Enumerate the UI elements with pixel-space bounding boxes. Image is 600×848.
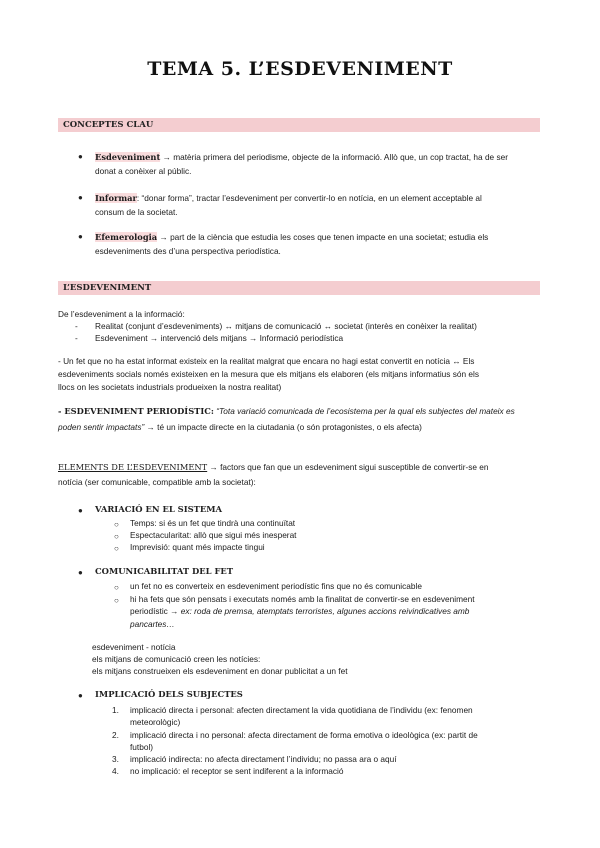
- concept-text: → part de la ciència que estudia les coses que tenen impacte en una societat; estudia els: [157, 232, 489, 242]
- definition-line: [58, 404, 515, 418]
- paragraph-line: - Un fet que no ha estat informat existeix en la realitat malgrat que encara no hagi estat convertit en notícia ↔ Els: [58, 356, 475, 366]
- elements-desc: → factors que fan que un esdeveniment sigui susceptible de convertir-se en: [207, 462, 489, 472]
- bullet-icon: ●: [78, 568, 83, 577]
- dash-marker: -: [75, 321, 78, 331]
- bullet-icon: ●: [78, 152, 83, 161]
- list-item-cont: [130, 604, 469, 618]
- list-item: implicació indirecta: no afecta directament l’individu; no passa ara o aquí: [130, 754, 397, 764]
- list-number: 1.: [112, 705, 119, 715]
- subheading-comunicabilitat: COMUNICABILITAT DEL FET: [95, 566, 234, 576]
- list-item-cont: meteorològic): [130, 717, 181, 727]
- list-item: Imprevisió: quant més impacte tingui: [130, 542, 265, 552]
- circle-bullet-icon: ○: [114, 596, 119, 605]
- list-number: 4.: [112, 766, 119, 776]
- elements-label: ELEMENTS DE L’ESDEVENIMENT: [58, 462, 208, 472]
- concept-text-cont: esdeveniments des d’una perspectiva periodística.: [95, 246, 281, 256]
- paragraph-line: esdeveniments socials només existeixen en la mesura que els mitjans els elaboren (els mitjans informatius són els: [58, 369, 480, 379]
- list-item: un fet no es converteix en esdeveniment periodístic fins que no és comunicable: [130, 581, 422, 591]
- list-item-cont: futbol): [130, 742, 154, 752]
- definition-line: [58, 420, 422, 434]
- concept-item: [95, 230, 488, 244]
- list-item: Espectacularitat: allò que sigui més inesperat: [130, 530, 297, 540]
- subheading-implicacio: IMPLICACIÓ DELS SUBJECTES: [95, 689, 243, 699]
- example-text-cont: pancartes…: [130, 619, 175, 629]
- elements-line: [58, 460, 489, 474]
- dash-marker: -: [75, 333, 78, 343]
- list-item: implicació directa i personal: afecten directament la vida quotidiana de l’individu (ex: fenomen: [130, 705, 473, 715]
- concept-term: Efemerologia: [95, 232, 158, 242]
- bullet-icon: ●: [78, 232, 83, 241]
- definition-quote: poden sentir impactats”: [58, 422, 145, 432]
- subheading-variacio: VARIACIÓ EN EL SISTEMA: [95, 504, 223, 514]
- section-heading-conceptes: CONCEPTES CLAU: [58, 118, 540, 132]
- circle-bullet-icon: ○: [114, 520, 119, 529]
- concept-text-cont: consum de la societat.: [95, 207, 178, 217]
- bullet-icon: ●: [78, 193, 83, 202]
- circle-bullet-icon: ○: [114, 583, 119, 592]
- paragraph-line: llocs on les societats industrials produeixen la nostra realitat): [58, 382, 282, 392]
- bullet-icon: ●: [78, 691, 83, 700]
- bullet-icon: ●: [78, 506, 83, 515]
- list-item: Temps: si és un fet que tindrà una continuïtat: [130, 518, 296, 528]
- example-text: → ex: roda de premsa, atemptats terroristes, algunes accions reivindicatives amb: [170, 606, 470, 616]
- concept-item: [95, 191, 482, 205]
- definition-quote: “Tota variació comunicada de l’ecosistema per la qual els subjectes del mateix es: [213, 406, 515, 416]
- dash-item: Esdeveniment → intervenció dels mitjans → Informació periodística: [95, 333, 344, 343]
- section-heading-esdeveniment: L’ESDEVENIMENT: [58, 281, 540, 295]
- concept-text: : “donar forma”, tractar l’esdeveniment per convertir-lo en notícia, en un element acceptable al: [136, 193, 482, 203]
- note-line: els mitjans de comunicació creen les notícies:: [92, 654, 261, 664]
- circle-bullet-icon: ○: [114, 544, 119, 553]
- intro-text: De l’esdeveniment a la informació:: [58, 309, 185, 319]
- page-title: TEMA 5. L’ESDEVENIMENT: [147, 58, 453, 80]
- list-item-text: periodístic: [130, 606, 171, 616]
- concept-text-cont: donat a conèixer al públic.: [95, 166, 192, 176]
- list-number: 3.: [112, 754, 119, 764]
- list-item: implicació directa i no personal: afecta directament de forma emotiva o ideològica (ex: partit de: [130, 730, 478, 740]
- note-line: esdeveniment - notícia: [92, 642, 176, 652]
- list-number: 2.: [112, 730, 119, 740]
- dash-item: Realitat (conjunt d’esdeveniments) ↔ mitjans de comunicació ↔ societat (interès en conèixer la realitat): [95, 321, 477, 331]
- circle-bullet-icon: ○: [114, 532, 119, 541]
- list-item: no implicació: el receptor se sent indiferent a la informació: [130, 766, 344, 776]
- list-item: hi ha fets que són pensats i executats només amb la finalitat de convertir-se en esdeveniment: [130, 594, 475, 604]
- concept-term: Esdeveniment: [95, 152, 161, 162]
- definition-text: → té un impacte directe en la ciutadania (o són protagonistes, o els afecta): [144, 422, 422, 432]
- concept-term: Informar: [95, 193, 137, 203]
- note-line: els mitjans construeixen els esdeveniment en donar publicitat a un fet: [92, 666, 348, 676]
- concept-item: [95, 150, 508, 164]
- elements-desc-cont: notícia (ser comunicable, compatible amb la societat):: [58, 477, 256, 487]
- concept-text: → matèria primera del periodisme, objecte de la informació. Allò que, un cop tractat, ha de ser: [160, 152, 509, 162]
- definition-label: - ESDEVENIMENT PERIODÍSTIC:: [58, 406, 214, 416]
